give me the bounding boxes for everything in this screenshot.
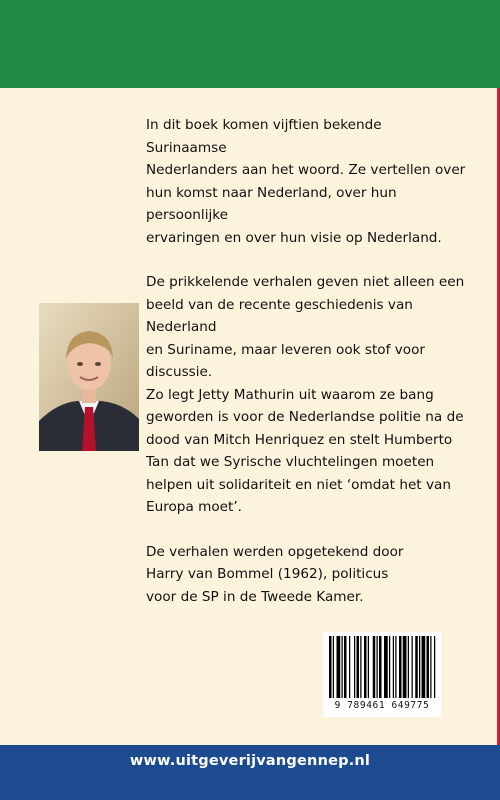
isbn-barcode — [323, 632, 441, 717]
blurb-paragraph-3: De verhalen werden opgetekend door Harry van Bommel (1962), politicus voor de SP in de Tweede Kamer. — [146, 543, 404, 605]
top-color-band — [0, 0, 500, 88]
barcode-bar — [357, 636, 360, 698]
blurb-paragraph-2: De prikkelende verhalen geven niet alleen een beeld van de recente geschiedenis van Nederland en Suriname, maar leveren ook stof voor discussie. Zo legt Jetty Mathurin uit waarom ze bang geworden is voor de Nederlandse politie na de dood van Mitch Henriquez en stelt Humberto Tan dat we Syrische vluchtelingen moeten helpen uit solidariteit en niet ‘omdat het van Europa moet’. — [146, 274, 465, 515]
barcode-bar — [368, 636, 369, 698]
barcode-bar — [399, 636, 402, 698]
barcode-bar — [427, 636, 430, 698]
barcode-bar — [342, 636, 343, 698]
author-photo — [39, 303, 139, 451]
barcode-bar — [377, 636, 378, 698]
barcode-bar — [415, 636, 418, 698]
barcode-bar — [329, 636, 332, 698]
barcode-bar — [349, 636, 350, 698]
barcode-bar — [434, 636, 435, 698]
barcode-bar — [403, 636, 407, 698]
barcode-bar — [412, 636, 413, 698]
blurb-text — [146, 114, 466, 630]
barcode-bar — [364, 636, 367, 698]
barcode-bar — [419, 636, 420, 698]
barcode-bar — [354, 636, 355, 698]
barcode-bar — [395, 636, 396, 698]
author-portrait-image — [39, 303, 139, 451]
publisher-website[interactable]: www.uitgeverijvangennep.nl — [129, 753, 371, 769]
barcode-bar — [430, 636, 431, 698]
barcode-bar — [422, 636, 426, 698]
barcode-bar — [389, 636, 390, 698]
barcode-bar — [379, 636, 382, 698]
barcode-bar — [373, 636, 376, 698]
barcode-bar — [360, 636, 361, 698]
bottom-color-band — [0, 745, 500, 800]
barcode-bar — [408, 636, 409, 698]
barcode-bar — [333, 636, 334, 698]
barcode-bar — [393, 636, 394, 698]
isbn-number: 9 789461 649775 — [334, 700, 430, 711]
barcode-bar — [384, 636, 388, 698]
barcode-bars — [323, 632, 441, 700]
barcode-bar — [344, 636, 347, 698]
blurb-paragraph-1: In dit boek komen vijftien bekende Surinaamse Nederlanders aan het woord. Ze vertellen over hun komst naar Nederland, over hun persoonlijke ervaringen en over hun visie op Nederland. — [146, 117, 466, 246]
barcode-bar — [337, 636, 341, 698]
